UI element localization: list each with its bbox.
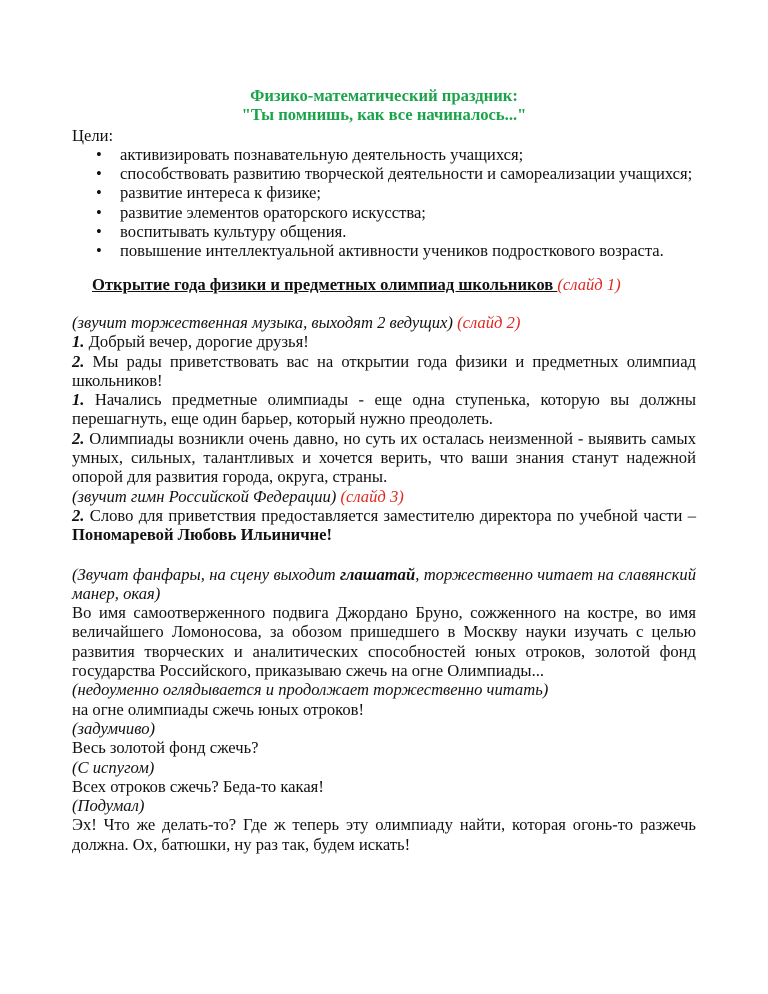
goal-item: • развитие элементов ораторского искусства; bbox=[96, 202, 426, 222]
goals-list bbox=[72, 145, 696, 261]
speaker-number: 2. bbox=[72, 505, 85, 525]
slide-marker: (слайд 2) bbox=[452, 312, 521, 332]
herald-role: глашатай bbox=[339, 564, 416, 584]
goal-item: • развитие интереса к физике; bbox=[96, 183, 322, 203]
herald-speech: Во имя самоотверженного подвига Джордано Бруно, сожженного на костре, во имя величайшего Ломоносова, за обозом пришедшего в Москву науки изучать с целью развития творческих и аналитических способностей юных отроков, золотой фонд государства Российского, приказываю сжечь на огне Олимпиады... bbox=[72, 603, 696, 681]
title-line-1: Физико-математический праздник: bbox=[250, 86, 518, 105]
stage-direction: (Звучат фанфары, на сцену выходит глашатай, торжественно читает на славянский манер, окая) bbox=[72, 564, 696, 603]
speaker-line: 1. Начались предметные олимпиады - еще одна ступенька, которую вы должны перешагнуть, еще один барьер, который нужно преодолеть. bbox=[72, 390, 696, 429]
herald-speech: на огне олимпиады сжечь юных отроков! bbox=[72, 699, 364, 719]
slide-marker: (слайд 3) bbox=[336, 486, 404, 506]
title-line-2: "Ты помнишь, как все начиналось..." bbox=[241, 105, 527, 125]
goal-item: • способствовать развитию творческой деятельности и самореализации учащихся; bbox=[96, 164, 693, 184]
stage-direction: (звучит гимн Российской Федерации) (слайд 3) bbox=[72, 486, 404, 506]
speaker-number: 1. bbox=[72, 332, 85, 352]
bullet-icon: • bbox=[96, 144, 102, 164]
bullet-icon: • bbox=[96, 202, 102, 222]
bullet-icon: • bbox=[96, 164, 102, 184]
document-title bbox=[72, 86, 696, 125]
goals-label: Цели: bbox=[72, 125, 114, 145]
section-heading bbox=[92, 275, 696, 294]
stage-direction: (звучит торжественная музыка, выходят 2 ведущих) (слайд 2) bbox=[72, 312, 521, 332]
speaker-number: 2. bbox=[72, 428, 85, 448]
goal-item: • активизировать познавательную деятельность учащихся; bbox=[96, 144, 524, 164]
deputy-director-name: Пономаревой Любовь Ильиничне! bbox=[72, 525, 333, 545]
section-heading-text: Открытие года физики и предметных олимпиад школьников bbox=[92, 274, 558, 294]
goal-item: • повышение интеллектуальной активности учеников подросткового возраста. bbox=[96, 241, 664, 261]
herald-speech: Всех отроков сжечь? Беда-то какая! bbox=[72, 776, 324, 796]
herald-speech: Эх! Что же делать-то? Где ж теперь эту олимпиаду найти, которая огонь-то разжечь должна. Ох, батюшки, ну раз так, будем искать! bbox=[72, 815, 696, 854]
bullet-icon: • bbox=[96, 241, 102, 261]
stage-direction: (задумчиво) bbox=[72, 718, 156, 738]
speaker-line: 2. Слово для приветствия предоставляется заместителю директора по учебной части – Пономаревой Любовь Ильиничне! bbox=[72, 505, 696, 545]
stage-direction: (Подумал) bbox=[72, 796, 145, 816]
bullet-icon: • bbox=[96, 222, 102, 242]
stage-direction: (недоуменно оглядывается и продолжает торжественно читать) bbox=[72, 680, 549, 700]
goal-item: • воспитывать культуру общения. bbox=[96, 222, 347, 242]
bullet-icon: • bbox=[96, 183, 102, 203]
stage-direction: (С испугом) bbox=[72, 757, 155, 777]
speaker-line: 1. Добрый вечер, дорогие друзья! bbox=[72, 332, 309, 352]
speaker-number: 2. bbox=[72, 351, 85, 371]
document-page bbox=[72, 86, 696, 854]
speaker-number: 1. bbox=[72, 390, 85, 410]
herald-speech: Весь золотой фонд сжечь? bbox=[72, 738, 259, 758]
speaker-line: 2. Олимпиады возникли очень давно, но суть их осталась неизменной - выявить самых умных, сильных, талантливых и хочется верить, что ваши знания станут надежной опорой для развития города, округа, страны. bbox=[72, 428, 696, 487]
slide-marker: (слайд 1) bbox=[557, 274, 621, 294]
speaker-line: 2. Мы рады приветствовать вас на открытии года физики и предметных олимпиад школьников! bbox=[72, 351, 696, 390]
